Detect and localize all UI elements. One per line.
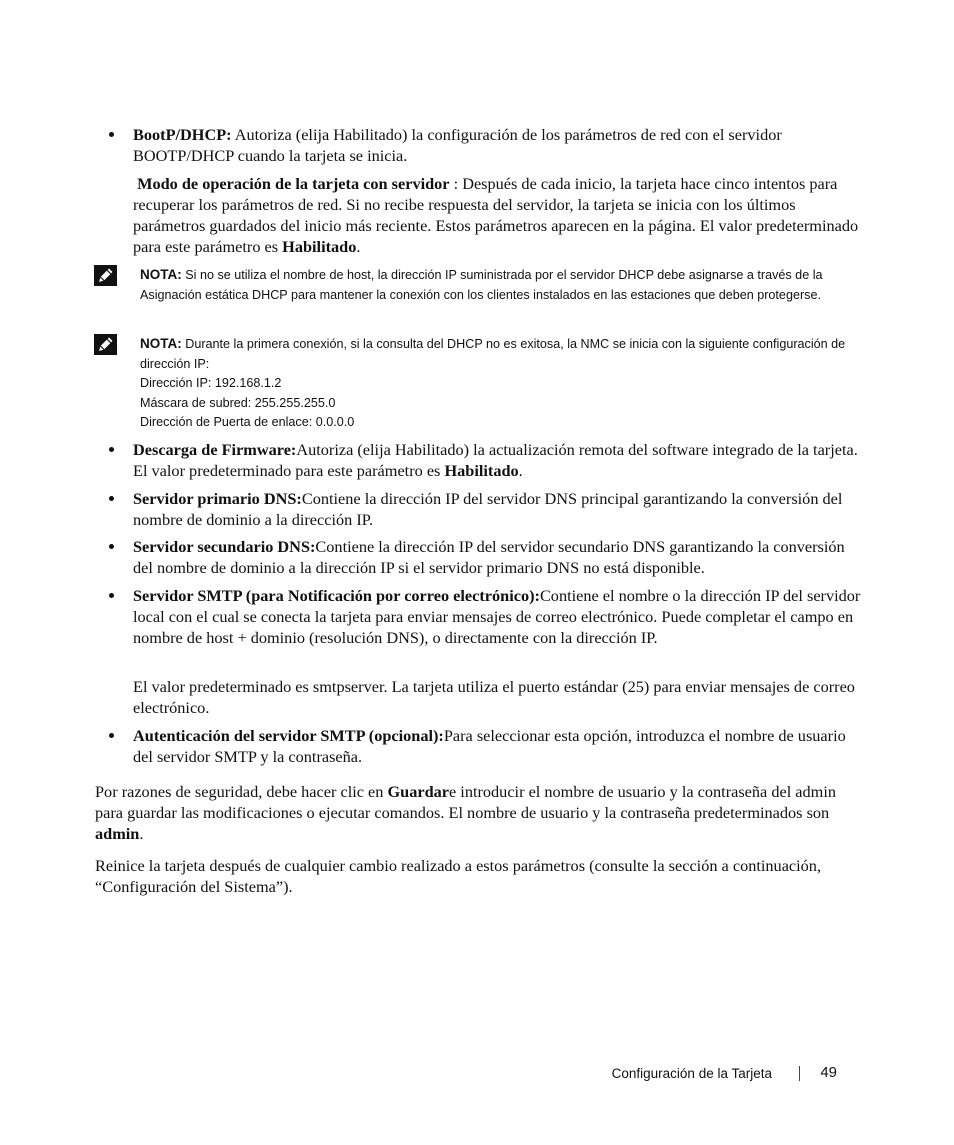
mode-text-end: . [356, 237, 361, 256]
bullet-item-smtp [133, 585, 863, 648]
dns-secondary-label: Servidor secundario DNS: [133, 537, 316, 556]
footer-separator [799, 1066, 800, 1081]
dns-primary-label: Servidor primario DNS: [133, 489, 302, 508]
mode-text: : Después de cada inicio, la tarjeta hace cinco intentos para recuperar los parámetros de red. Si no recibe respuesta del servidor, la tarjeta se inicia con los últimos parámetros guardados del inicio más reciente. Estos parámetros aparecen en la página. El valor predeterminado para este parámetro es [133, 174, 859, 256]
note-2-ip-line: Dirección IP: 192.168.1.2 [140, 376, 282, 390]
note-1-label: NOTA: [140, 267, 182, 282]
note-2-label: NOTA: [140, 336, 182, 351]
bullet-icon [109, 496, 114, 501]
bootp-label: BootP/DHCP: [133, 125, 232, 144]
mode-label: Modo de operación de la tarjeta con servidor [137, 174, 450, 193]
mode-default-value: Habilitado [282, 237, 357, 256]
smtp-text: Contiene el nombre o la dirección IP del servidor local con el cual se conecta la tarjeta para enviar mensajes de correo electrónico. Puede completar el campo en nombre de host + dominio (resolución DNS), o directamente con la dirección IP. [133, 586, 861, 647]
bullet-item-dns-secondary [133, 536, 863, 578]
note-1-body: Si no se utiliza el nombre de host, la dirección IP suministrada por el servidor DHCP debe asignarse a través de la Asignación estática DHCP para mantener la conexión con los clientes instalados en las estaciones que deben protegerse. [140, 268, 823, 302]
security-paragraph [95, 781, 865, 844]
security-text-a: Por razones de seguridad, debe hacer clic en [95, 782, 388, 801]
firmware-default-value: Habilitado [444, 461, 519, 480]
page-number: 49 [820, 1064, 837, 1081]
smtp-auth-label: Autenticación del servidor SMTP (opcional): [133, 726, 444, 745]
page-footer [560, 1063, 850, 1085]
bullet-icon [109, 733, 114, 738]
bootp-text: Autoriza (elija Habilitado) la configuración de los parámetros de red con el servidor BOOTP/DHCP cuando la tarjeta se inicia. [133, 125, 782, 165]
bullet-icon [109, 593, 114, 598]
note-2-gateway-line: Dirección de Puerta de enlace: 0.0.0.0 [140, 415, 355, 429]
dns-secondary-text: Contiene la dirección IP del servidor secundario DNS garantizando la conversión del nombre de dominio a la dirección IP si el servidor primario DNS no está disponible. [133, 537, 845, 577]
smtp-label: Servidor SMTP (para Notificación por correo electrónico): [133, 586, 540, 605]
firmware-text-end: . [518, 461, 523, 480]
bullet-icon [109, 132, 114, 137]
security-text-c: . [139, 824, 144, 843]
note-2-body: Durante la primera conexión, si la consulta del DHCP no es exitosa, la NMC se inicia con la siguiente configuración de dirección IP: [140, 337, 846, 371]
note-pencil-icon [94, 334, 117, 355]
bullet-item-firmware [133, 439, 863, 481]
note-2-mask-line: Máscara de subred: 255.255.255.0 [140, 395, 336, 410]
bullet-icon [109, 544, 114, 549]
bullet-item-bootp [133, 124, 863, 166]
firmware-label: Descarga de Firmware: [133, 440, 297, 459]
bullet-item-dns-primary [133, 488, 863, 530]
note-1-text [140, 265, 854, 305]
bullet-item-smtp-auth [133, 725, 863, 767]
bullet-icon [109, 447, 114, 452]
note-pencil-icon [94, 265, 117, 286]
firmware-text: Autoriza (elija Habilitado) la actualización remota del software integrado de la tarjeta. El valor predeterminado para este parámetro es [133, 440, 858, 480]
admin-word: admin [95, 824, 140, 843]
mode-paragraph [133, 173, 863, 257]
security-text-b: e introducir el nombre de usuario y la contraseña del admin para guardar las modificaciones o ejecutar comandos. El nombre de usuario y la contraseña predeterminados son [95, 782, 836, 822]
smtp-default-paragraph: El valor predeterminado es smtpserver. La tarjeta utiliza el puerto estándar (25) para enviar mensajes de correo electrónico. [133, 677, 855, 717]
dns-primary-text: Contiene la dirección IP del servidor DNS principal garantizando la conversión del nombre de dominio a la dirección IP. [133, 489, 843, 529]
restart-paragraph: Reinice la tarjeta después de cualquier cambio realizado a estos parámetros (consulte la sección a continuación, “Configuración del Sistema”). [95, 856, 822, 896]
save-word: Guardar [387, 782, 449, 801]
smtp-auth-text: Para seleccionar esta opción, introduzca el nombre de usuario del servidor SMTP y la contraseña. [133, 726, 846, 766]
footer-section-title: Configuración de la Tarjeta [611, 1066, 772, 1081]
note-2-text [140, 334, 854, 433]
